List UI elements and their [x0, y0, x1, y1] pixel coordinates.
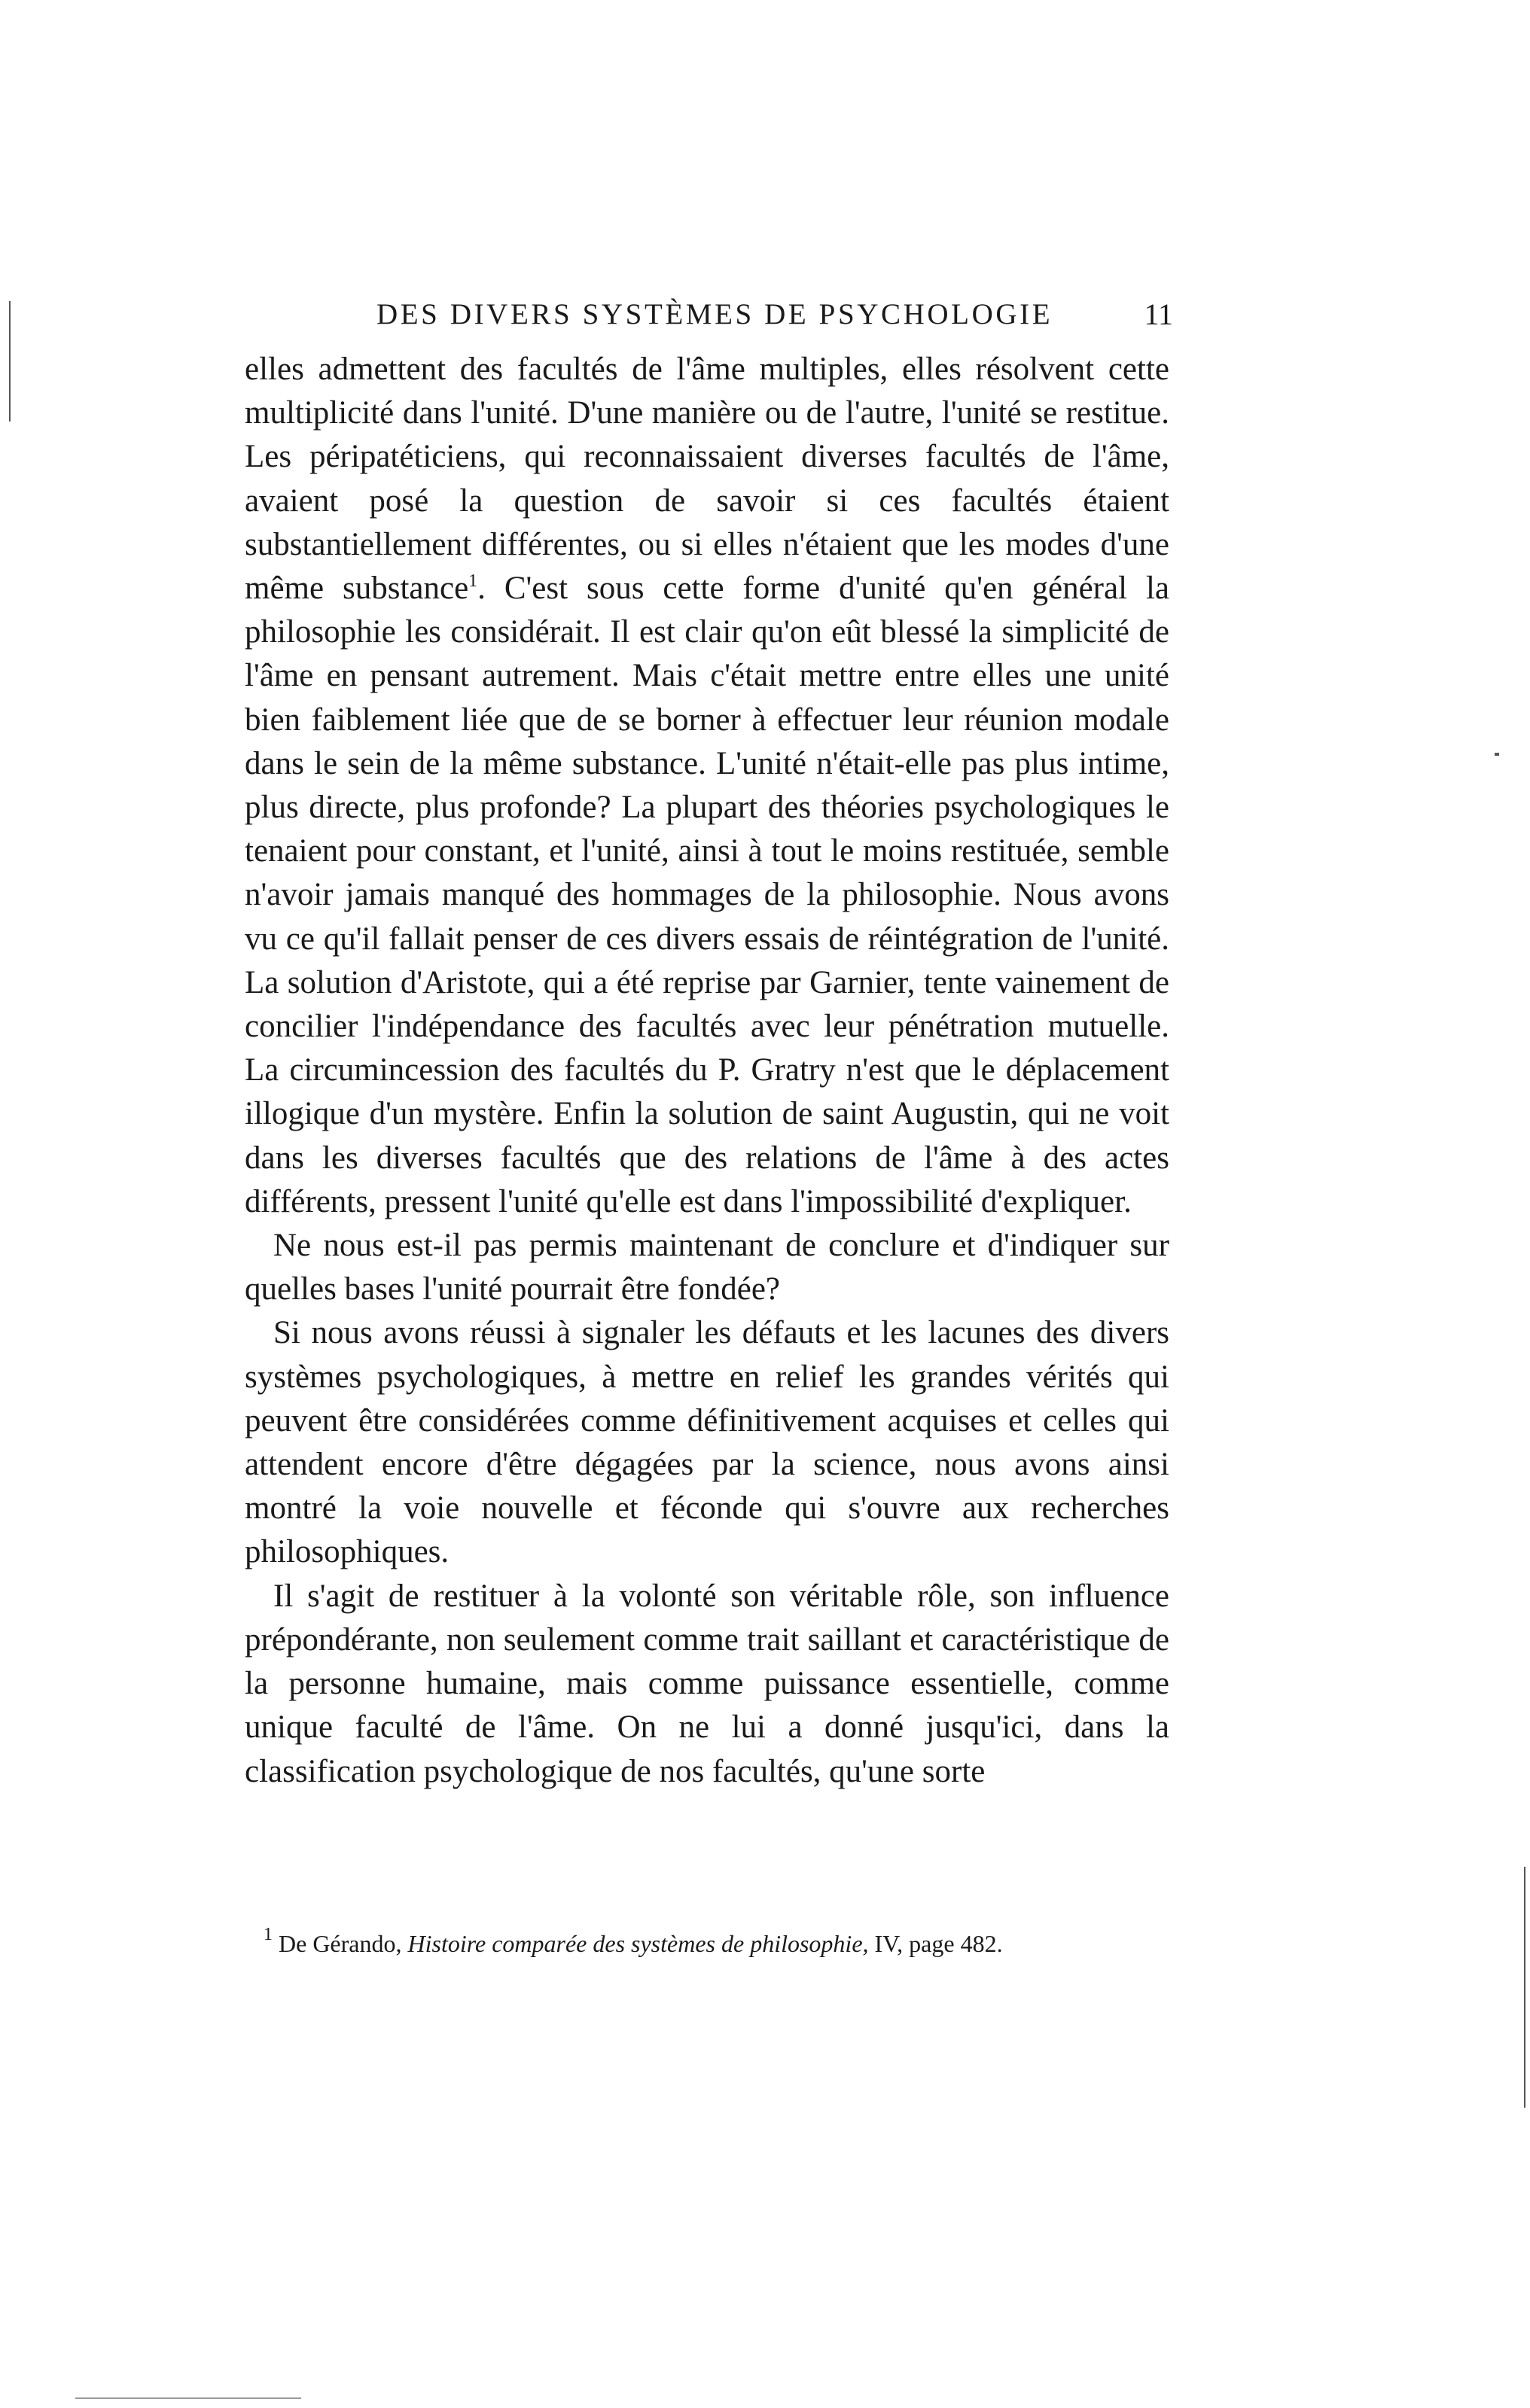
paragraph-1-text-a: elles admettent des facultés de l'âme multiples, elles résolvent cette multiplicité dans l'unité. D'une manière ou de l'autre, l'unité se restitue. Les péripatéticiens, qui reconnaissaient diverses facultés de l'âme, avaient posé la question de savoir si ces facultés étaient substantiellement différentes, ou si elles n'étaient que les modes d'une même substance [245, 352, 1169, 607]
scan-edge-line-left [9, 301, 11, 422]
scan-edge-mark-right [1495, 753, 1499, 756]
paragraph-1 [245, 348, 1169, 1224]
scan-bottom-rule [75, 2397, 301, 2399]
running-header [361, 294, 1182, 336]
footnote-reference: 1 [468, 571, 478, 592]
paragraph-3: Si nous avons réussi à signaler les défauts et les lacunes des divers systèmes psychologiques, à mettre en relief les grandes vérités qui peuvent être considérées comme définitivement acquises et celles qui attendent encore d'être dégagées par la science, nous avons ainsi montré la voie nouvelle et féconde qui s'ouvre aux recherches philosophiques. [245, 1315, 1169, 1570]
body-text [245, 348, 1169, 1794]
footnote [264, 1927, 1167, 1960]
footnote-marker: 1 [264, 1925, 273, 1944]
footnote-author: De Gérando, [279, 1930, 402, 1957]
footnote-title: Histoire comparée des systèmes de philosophie, [407, 1930, 869, 1957]
paragraph-1-text-b: . C'est sous cette forme d'unité qu'en général la philosophie les considérait. Il est clair qu'on eût blessé la simplicité de l'âme en pensant autrement. Mais c'était mettre entre elles une unité bien faiblement liée que de se borner à effectuer leur réunion modale dans le sein de la même substance. L'unité n'était-elle pas plus intime, plus directe, plus profonde? La plupart des théories psychologiques le tenaient pour constant, et l'unité, ainsi à tout le moins restituée, semble n'avoir jamais manqué des hommages de la philosophie. Nous avons vu ce qu'il fallait penser de ces divers essais de réintégration de l'unité. La solution d'Aristote, qui a été reprise par Garnier, tente vainement de concilier l'indépendance des facultés avec leur pénétration mutuelle. La circumincession des facultés du P. Gratry n'est que le déplacement illogique d'un mystère. Enfin la solution de saint Augustin, qui ne voit dans les diverses facultés que des relations de l'âme à des actes différents, pressent l'unité qu'elle est dans l'impossibilité d'expliquer. [245, 571, 1169, 1219]
scan-edge-line-right [1524, 1867, 1525, 2108]
paragraph-2: Ne nous est-il pas permis maintenant de conclure et d'indiquer sur quelles bases l'unité pourrait être fondée? [245, 1228, 1169, 1308]
paragraph-4: Il s'agit de restituer à la volonté son véritable rôle, son influence prépondérante, non seulement comme trait saillant et caractéristique de la personne humaine, mais comme puissance essentielle, comme unique faculté de l'âme. On ne lui a donné jusqu'ici, dans la classification psychologique de nos facultés, qu'une sorte [245, 1578, 1169, 1789]
page-number: 11 [1144, 297, 1173, 331]
running-title: DES DIVERS SYSTÈMES DE PSYCHOLOGIE [376, 298, 1053, 330]
footnote-reference-text: IV, page 482. [874, 1930, 1003, 1957]
